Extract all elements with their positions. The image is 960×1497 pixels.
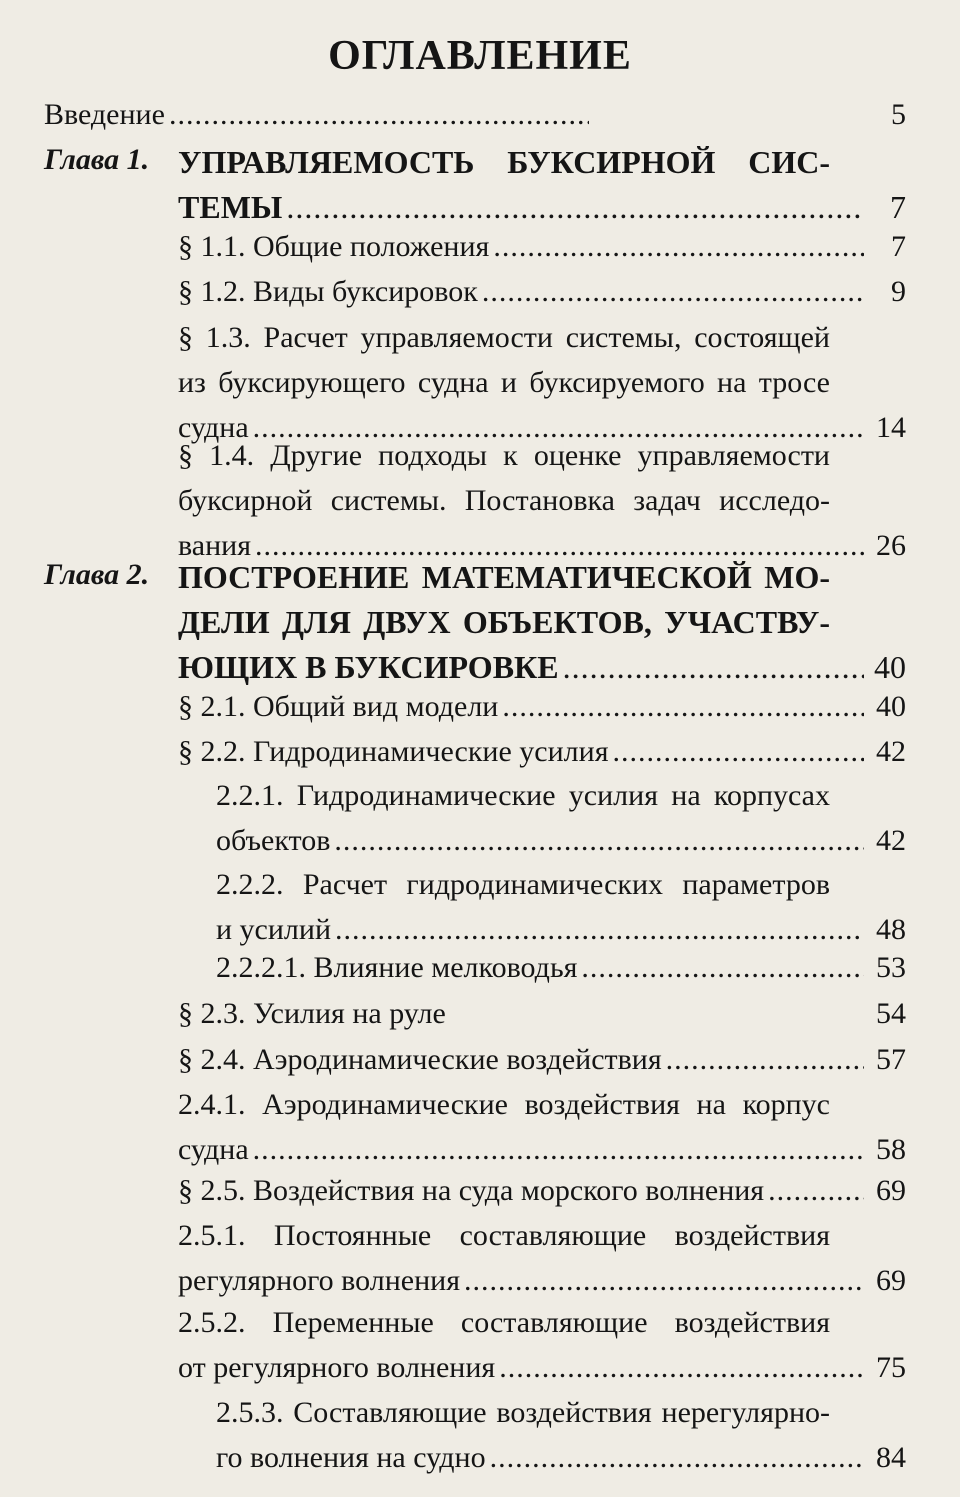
toc-entry-2-1: § 2.1. Общий вид модели ..... 40: [178, 684, 906, 729]
page-number: 69: [876, 1264, 906, 1297]
toc-entry-chapter-1: УПРАВЛЯЕМОСТЬ БУКСИРНОЙ СИС- ТЕМЫ ..... 7: [178, 140, 906, 230]
page-number: 7: [891, 230, 906, 263]
toc-entry-intro: Введение ..... 5: [44, 92, 906, 137]
dot-leader: [499, 1345, 864, 1390]
page-number: 26: [876, 529, 906, 562]
dot-leader: [464, 1258, 864, 1303]
page-number: 69: [876, 1174, 906, 1207]
page-number: 84: [876, 1441, 906, 1474]
page-number: 14: [876, 411, 906, 444]
page-number: 54: [876, 997, 906, 1030]
dot-leader: [666, 1037, 864, 1082]
page-number: 9: [891, 275, 906, 308]
chapter-1-label: Глава 1.: [44, 143, 150, 176]
dot-leader: [502, 684, 864, 729]
page-number: 58: [876, 1133, 906, 1166]
page-number: 53: [876, 951, 906, 984]
page-number: 7: [890, 189, 906, 225]
toc-entry-2-5-3: 2.5.3. Составляющие воздействия нерегулярно- го волнения на судно ..... 84: [216, 1390, 906, 1480]
page-number: 75: [876, 1351, 906, 1384]
toc-entry-2-2-2-1: 2.2.2.1. Влияние мелководья ..... 53: [216, 945, 906, 990]
page-number: 40: [876, 690, 906, 723]
dot-leader: [768, 1168, 864, 1213]
dot-leader: [253, 1127, 864, 1172]
page-number: 42: [876, 824, 906, 857]
page-title: ОГЛАВЛЕНИЕ: [328, 33, 632, 79]
toc-entry-2-5-1: 2.5.1. Постоянные составляющие воздействия регулярного волнения ..... 69: [178, 1213, 906, 1303]
dot-leader: [490, 1435, 864, 1480]
toc-entry-2-2: § 2.2. Гидродинамические усилия ..... 42: [178, 729, 906, 774]
page-number: 57: [876, 1043, 906, 1076]
toc-entry-2-4: § 2.4. Аэродинамические воздействия ..... 57: [178, 1037, 906, 1082]
toc-entry-2-5: § 2.5. Воздействия на суда морского волнения ..... 69: [178, 1168, 906, 1213]
toc-entry-2-2-2: 2.2.2. Расчет гидродинамических параметров и усилий ..... 48: [216, 862, 906, 952]
page-number: 40: [874, 649, 906, 685]
dot-leader: [613, 729, 865, 774]
toc-entry-chapter-2: ПОСТРОЕНИЕ МАТЕМАТИЧЕСКОЙ МО- ДЕЛИ ДЛЯ ДВУХ ОБЪЕКТОВ, УЧАСТВУ- ЮЩИХ В БУКСИРОВКЕ ..... 40: [178, 555, 906, 690]
dot-leader: [581, 945, 864, 990]
dot-leader: [493, 224, 864, 269]
toc-entry-2-3: § 2.3. Усилия на руле 54: [178, 991, 906, 1036]
toc-entry-2-4-1: 2.4.1. Аэродинамические воздействия на корпус судна ..... 58: [178, 1082, 906, 1172]
dot-leader: [169, 92, 589, 137]
toc-entry-2-5-2: 2.5.2. Переменные составляющие воздействия от регулярного волнения ..... 75: [178, 1300, 906, 1390]
page-number: 42: [876, 735, 906, 768]
toc-entry-1-4: § 1.4. Другие подходы к оценке управляемости буксирной системы. Постановка задач исследо- вания ..... 26: [178, 433, 906, 568]
toc-entry-1-2: § 1.2. Виды буксировок ..... 9: [178, 269, 906, 314]
chapter-2-label: Глава 2.: [44, 558, 150, 591]
toc-entry-1-1: § 1.1. Общие положения ..... 7: [178, 224, 906, 269]
page-number: 5: [891, 98, 906, 131]
dot-leader: [482, 269, 864, 314]
page-number: 48: [876, 913, 906, 946]
toc-entry-2-2-1: 2.2.1. Гидродинамические усилия на корпусах объектов ..... 42: [216, 773, 906, 863]
dot-leader: [334, 818, 864, 863]
toc-entry-1-3: § 1.3. Расчет управляемости системы, состоящей из буксирующего судна и буксируемого на тросе судна ..... 14: [178, 315, 906, 450]
